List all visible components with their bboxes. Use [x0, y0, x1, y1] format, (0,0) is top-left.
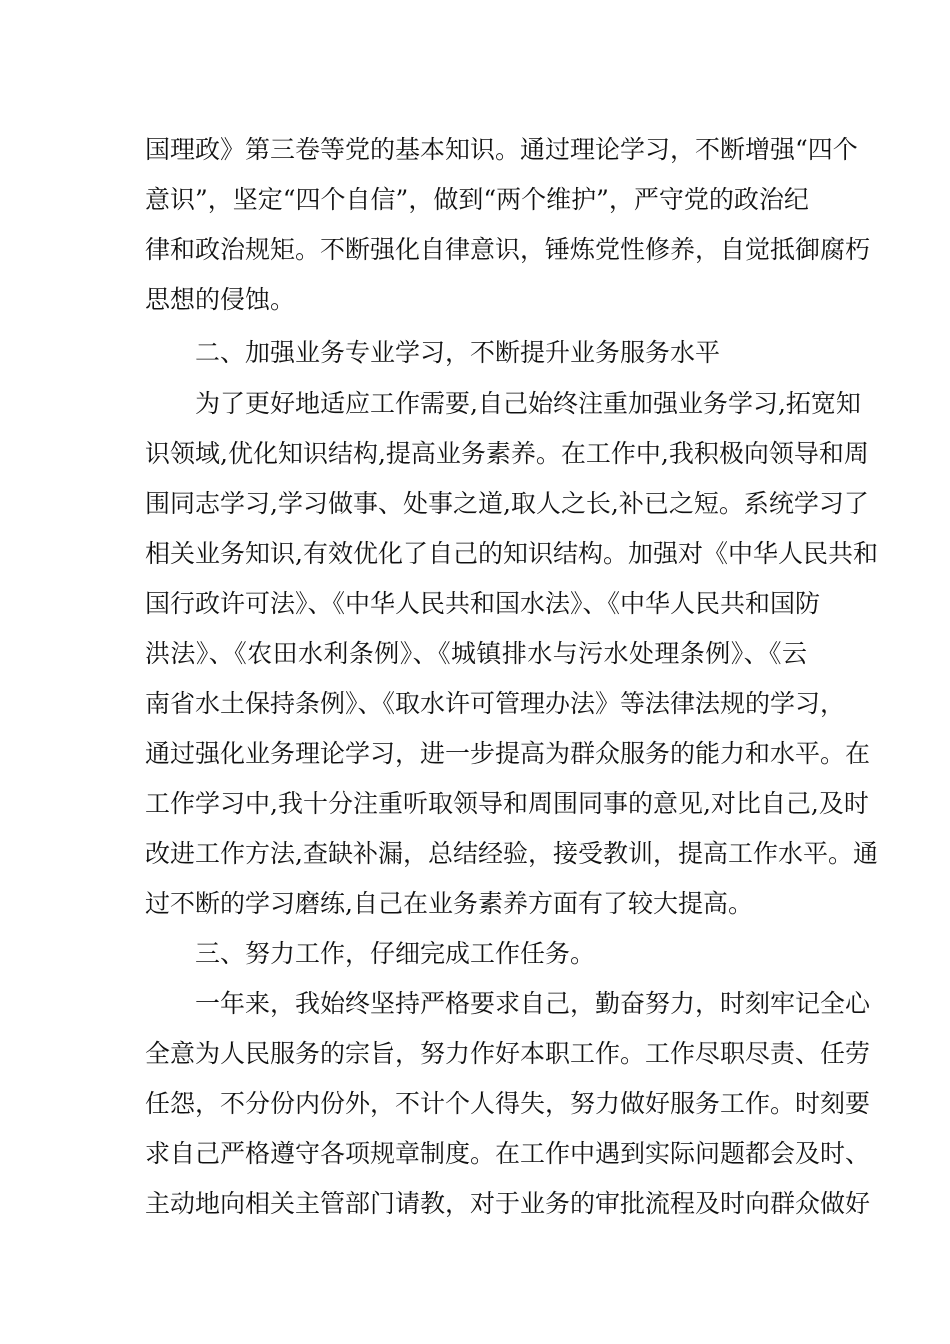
- paragraph-line: 律和政治规矩。不断强化自律意识，锤炼党性修养，自觉抵御腐朽: [145, 235, 871, 264]
- paragraph-line: 任怨，不分份内份外，不计个人得失，努力做好服务工作。时刻要: [145, 1089, 871, 1118]
- paragraph-line: 国理政》第三卷等党的基本知识。通过理论学习，不断增强“四个: [145, 135, 858, 164]
- paragraph-line: 意识”，坚定“四个自信”，做到“两个维护”，严守党的政治纪: [145, 185, 809, 214]
- paragraph-line: 过不断的学习磨练,自己在业务素养方面有了较大提高。: [145, 889, 753, 918]
- paragraph-line: 工作学习中,我十分注重听取领导和周围同事的意见,对比自己,及时: [145, 789, 869, 818]
- section-heading: 二、加强业务专业学习，不断提升业务服务水平: [195, 338, 721, 367]
- paragraph-line: 洪法》、《农田水利条例》、《城镇排水与污水处理条例》、《云: [145, 639, 807, 668]
- paragraph-line: 为了更好地适应工作需要,自己始终注重加强业务学习,拓宽知: [195, 389, 861, 418]
- section-heading: 三、努力工作，仔细完成工作任务。: [195, 939, 596, 968]
- paragraph-line: 相关业务知识,有效优化了自己的知识结构。加强对《中华人民共和: [145, 539, 878, 568]
- paragraph-line: 求自己严格遵守各项规章制度。在工作中遇到实际问题都会及时、: [145, 1139, 871, 1168]
- paragraph-line: 识领域,优化知识结构,提高业务素养。在工作中,我积极向领导和周: [145, 439, 869, 468]
- paragraph-line: 思想的侵蚀。: [145, 285, 296, 314]
- paragraph-line: 全意为人民服务的宗旨，努力作好本职工作。工作尽职尽责、任劳: [145, 1039, 871, 1068]
- paragraph-line: 围同志学习,学习做事、处事之道,取人之长,补已之短。系统学习了: [145, 489, 869, 518]
- paragraph-line: 改进工作方法,查缺补漏，总结经验，接受教训，提高工作水平。通: [145, 839, 878, 868]
- paragraph-line: 通过强化业务理论学习，进一步提高为群众服务的能力和水平。在: [145, 739, 871, 768]
- paragraph-line: 一年来，我始终坚持严格要求自己，勤奋努力，时刻牢记全心: [195, 989, 871, 1018]
- paragraph-line: 国行政许可法》、《中华人民共和国水法》、《中华人民共和国防: [145, 589, 821, 618]
- paragraph-line: 主动地向相关主管部门请教，对于业务的审批流程及时向群众做好: [145, 1189, 871, 1218]
- paragraph-line: 南省水土保持条例》、《取水许可管理办法》等法律法规的学习，: [145, 689, 846, 718]
